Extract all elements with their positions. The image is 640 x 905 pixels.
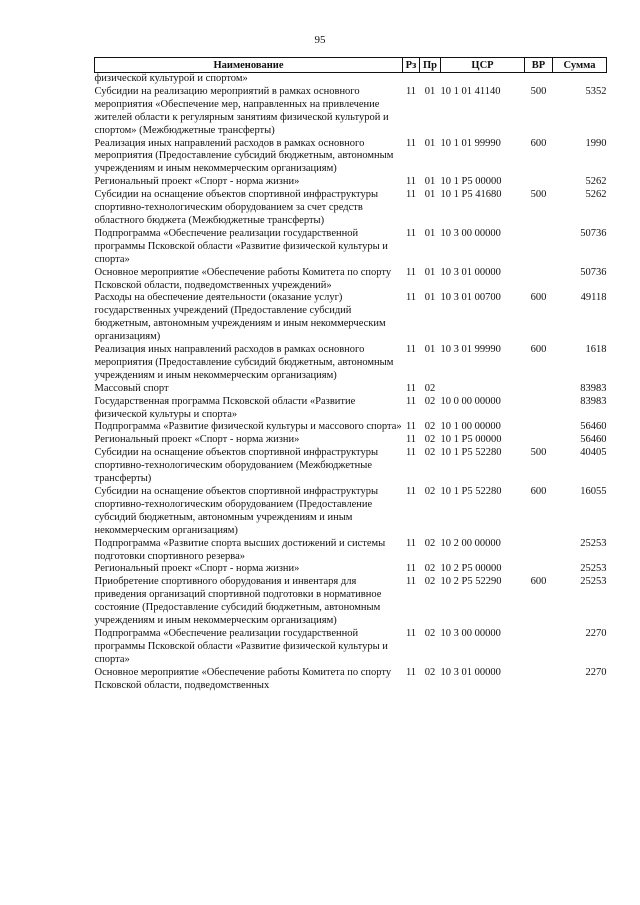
cell-pr: 01 — [424, 266, 436, 278]
cell-sum: 50736 — [580, 227, 607, 239]
table-row — [95, 563, 607, 576]
cell-pr: 02 — [424, 395, 436, 407]
table-row — [95, 628, 607, 667]
cell-rz: 11 — [405, 563, 417, 575]
cell-sum — [553, 73, 607, 86]
table-row — [95, 538, 607, 564]
budget-table — [94, 57, 607, 693]
cell-name: Подпрограмма «Обеспечение реализации государственной программы Псковской области «Развитие физической культуры и спорта» — [94, 627, 388, 665]
cell-name: Подпрограмма «Обеспечение реализации государственной программы Псковской области «Развитие физической культуры и спорта» — [94, 227, 388, 265]
cell-vr — [525, 267, 553, 293]
cell-name: Субсидии на оснащение объектов спортивной инфраструктуры спортивно-технологическим оборудованием за счет средств областного бюджета (Межбюджетные трансферты) — [94, 189, 379, 226]
cell-vr: 600 — [530, 486, 547, 497]
header-pr: Пр — [420, 58, 441, 73]
cell-sum: 16055 — [580, 486, 607, 497]
cell-vr: 500 — [530, 189, 547, 201]
cell-vr: 600 — [530, 576, 547, 588]
header-vr: ВР — [525, 58, 553, 73]
cell-pr: 01 — [424, 176, 436, 188]
table-body — [95, 73, 607, 693]
cell-name: Расходы на обеспечение деятельности (оказание услуг) государственных учреждений (Предоставление субсидий бюджетным, автономным учреждениям и иным некоммерческим организациям) — [94, 292, 386, 343]
cell-sum: 56460 — [580, 421, 607, 433]
cell-name: Основное мероприятие «Обеспечение работы Комитета по спорту Псковской области, подведомственных учреждений» — [94, 266, 392, 291]
cell-rz: 11 — [405, 486, 417, 497]
cell-csr: 10 0 00 00000 — [440, 395, 501, 407]
cell-vr: 600 — [530, 344, 547, 356]
cell-vr — [525, 538, 553, 564]
cell-sum: 5262 — [585, 189, 607, 201]
cell-csr: 10 2 P5 52290 — [440, 576, 502, 588]
cell-csr: 10 1 P5 41680 — [440, 189, 502, 201]
cell-rz — [403, 73, 420, 86]
cell-vr — [525, 563, 553, 576]
cell-rz: 11 — [405, 344, 417, 356]
cell-rz: 11 — [405, 576, 417, 588]
cell-pr: 02 — [424, 447, 436, 459]
cell-pr: 01 — [424, 85, 436, 97]
cell-name: Приобретение спортивного оборудования и инвентаря для приведения организаций спортивной подготовки в нормативное состояние (Предоставление субсидий бюджетным, автономным учреждениям и иным некоммерческим организациям) — [94, 576, 382, 627]
cell-csr: 10 2 P5 00000 — [440, 563, 502, 575]
cell-rz: 11 — [405, 666, 417, 678]
table-row — [95, 292, 607, 344]
cell-csr: 10 1 01 99990 — [440, 137, 501, 149]
cell-csr: 10 3 01 00000 — [440, 666, 501, 678]
table-row — [95, 228, 607, 267]
cell-csr: 10 1 P5 00000 — [440, 434, 502, 446]
cell-pr: 02 — [424, 382, 436, 394]
cell-name: Субсидии на оснащение объектов спортивной инфраструктуры спортивно-технологическим оборудованием (Предоставление субсидий бюджетным, автономным учреждениям и иным некоммерческим организациям) — [94, 486, 379, 536]
cell-rz: 11 — [405, 421, 417, 433]
cell-sum: 2270 — [585, 627, 607, 639]
cell-sum: 2270 — [585, 666, 607, 678]
cell-pr: 01 — [424, 189, 436, 201]
cell-pr: 01 — [424, 344, 436, 356]
cell-pr: 02 — [424, 666, 436, 678]
cell-name: Региональный проект «Спорт - норма жизни» — [94, 176, 300, 188]
cell-vr — [525, 396, 553, 422]
table-row — [95, 396, 607, 422]
cell-sum: 83983 — [580, 395, 607, 407]
cell-name: Массовый спорт — [94, 382, 169, 394]
cell-rz: 11 — [405, 176, 417, 188]
cell-vr: 600 — [530, 292, 547, 304]
cell-rz: 11 — [405, 627, 417, 639]
cell-pr: 02 — [424, 627, 436, 639]
cell-rz: 11 — [405, 434, 417, 446]
cell-sum: 83983 — [580, 382, 607, 394]
table-row — [95, 73, 607, 86]
cell-pr: 02 — [424, 421, 436, 433]
cell-sum: 25253 — [580, 563, 607, 575]
cell-csr: 10 2 00 00000 — [440, 537, 501, 549]
table-row — [95, 86, 607, 138]
cell-pr — [420, 73, 441, 86]
header-sum: Сумма — [553, 58, 607, 73]
cell-vr — [525, 73, 553, 86]
cell-rz: 11 — [405, 382, 417, 394]
cell-name: физической культурой и спортом» — [94, 73, 248, 84]
cell-csr: 10 1 P5 52280 — [440, 486, 502, 497]
cell-vr — [525, 228, 553, 267]
header-csr: ЦСР — [441, 58, 525, 73]
table-row — [95, 486, 607, 538]
table-row — [95, 138, 607, 177]
cell-pr: 02 — [424, 486, 436, 497]
cell-vr — [525, 383, 553, 396]
cell-csr: 10 3 00 00000 — [440, 627, 501, 639]
cell-vr: 600 — [530, 137, 547, 149]
cell-name: Субсидии на реализацию мероприятий в рамках основного мероприятия «Обеспечение мер, направленных на привлечение жителей области к регулярным занятиям физической культурой и спортом» (Межбюджетные трансферты) — [94, 85, 389, 136]
cell-csr: 10 3 01 99990 — [440, 344, 501, 356]
cell-sum: 5262 — [585, 176, 607, 188]
cell-name: Региональный проект «Спорт - норма жизни» — [94, 563, 300, 575]
cell-csr — [441, 383, 525, 396]
cell-rz: 11 — [405, 266, 417, 278]
cell-csr: 10 1 P5 52280 — [440, 447, 502, 459]
cell-sum: 50736 — [580, 266, 607, 278]
cell-sum: 49118 — [580, 292, 607, 304]
cell-rz: 11 — [405, 292, 417, 304]
table-row — [95, 667, 607, 693]
table-row — [95, 576, 607, 628]
header-name: Наименование — [95, 58, 403, 73]
cell-vr — [525, 434, 553, 447]
cell-pr: 01 — [424, 137, 436, 149]
cell-name: Субсидии на оснащение объектов спортивной инфраструктуры спортивно-технологическим оборудованием (Межбюджетные трансферты) — [94, 447, 379, 485]
table-row — [95, 267, 607, 293]
cell-rz: 11 — [405, 227, 417, 239]
cell-vr — [525, 628, 553, 667]
page-number: 95 — [314, 34, 326, 46]
table-row — [95, 383, 607, 396]
cell-sum: 40405 — [580, 447, 607, 459]
cell-rz: 11 — [405, 537, 417, 549]
cell-rz: 11 — [405, 189, 417, 201]
cell-name: Подпрограмма «Развитие спорта высших достижений и системы подготовки спортивного резерва» — [94, 537, 386, 562]
table-row — [95, 189, 607, 228]
table-row — [95, 344, 607, 383]
cell-csr: 10 3 01 00000 — [440, 266, 501, 278]
cell-pr: 02 — [424, 537, 436, 549]
cell-pr: 02 — [424, 563, 436, 575]
cell-name: Реализация иных направлений расходов в рамках основного мероприятия (Предоставление субсидий бюджетным, автономным учреждениям и иным некоммерческим организациям) — [94, 137, 394, 175]
cell-csr: 10 1 00 00000 — [440, 421, 501, 433]
cell-pr: 01 — [424, 227, 436, 239]
cell-name: Реализация иных направлений расходов в рамках основного мероприятия (Предоставление субсидий бюджетным, автономным учреждениям и иным некоммерческим организациям) — [94, 344, 394, 381]
cell-pr: 01 — [424, 292, 436, 304]
table-row — [95, 421, 607, 434]
cell-name: Основное мероприятие «Обеспечение работы Комитета по спорту Псковской области, подведомственных — [94, 666, 392, 691]
cell-name: Подпрограмма «Развитие физической культуры и массового спорта» — [94, 421, 402, 433]
cell-csr: 10 3 01 00700 — [440, 292, 501, 304]
cell-vr — [525, 176, 553, 189]
cell-vr — [525, 667, 553, 693]
cell-sum: 1618 — [585, 344, 607, 356]
cell-pr: 02 — [424, 434, 436, 446]
cell-vr: 500 — [530, 85, 547, 97]
cell-sum: 5352 — [585, 85, 607, 97]
table-row — [95, 434, 607, 447]
cell-csr — [441, 73, 525, 86]
cell-csr: 10 1 01 41140 — [440, 85, 501, 97]
cell-csr: 10 1 P5 00000 — [440, 176, 502, 188]
cell-sum: 56460 — [580, 434, 607, 446]
header-rz: Рз — [403, 58, 420, 73]
cell-rz: 11 — [405, 395, 417, 407]
cell-name: Региональный проект «Спорт - норма жизни» — [94, 434, 300, 446]
cell-sum: 25253 — [580, 537, 607, 549]
cell-vr: 500 — [530, 447, 547, 459]
table-row — [95, 447, 607, 486]
cell-name: Государственная программа Псковской области «Развитие физической культуры и спорта» — [94, 395, 356, 420]
table-header-row — [95, 58, 607, 73]
cell-pr: 02 — [424, 576, 436, 588]
cell-csr: 10 3 00 00000 — [440, 227, 501, 239]
cell-rz: 11 — [405, 137, 417, 149]
cell-rz: 11 — [405, 447, 417, 459]
table-row — [95, 176, 607, 189]
cell-sum: 1990 — [585, 137, 607, 149]
cell-rz: 11 — [405, 85, 417, 97]
cell-vr — [525, 421, 553, 434]
cell-sum: 25253 — [580, 576, 607, 588]
